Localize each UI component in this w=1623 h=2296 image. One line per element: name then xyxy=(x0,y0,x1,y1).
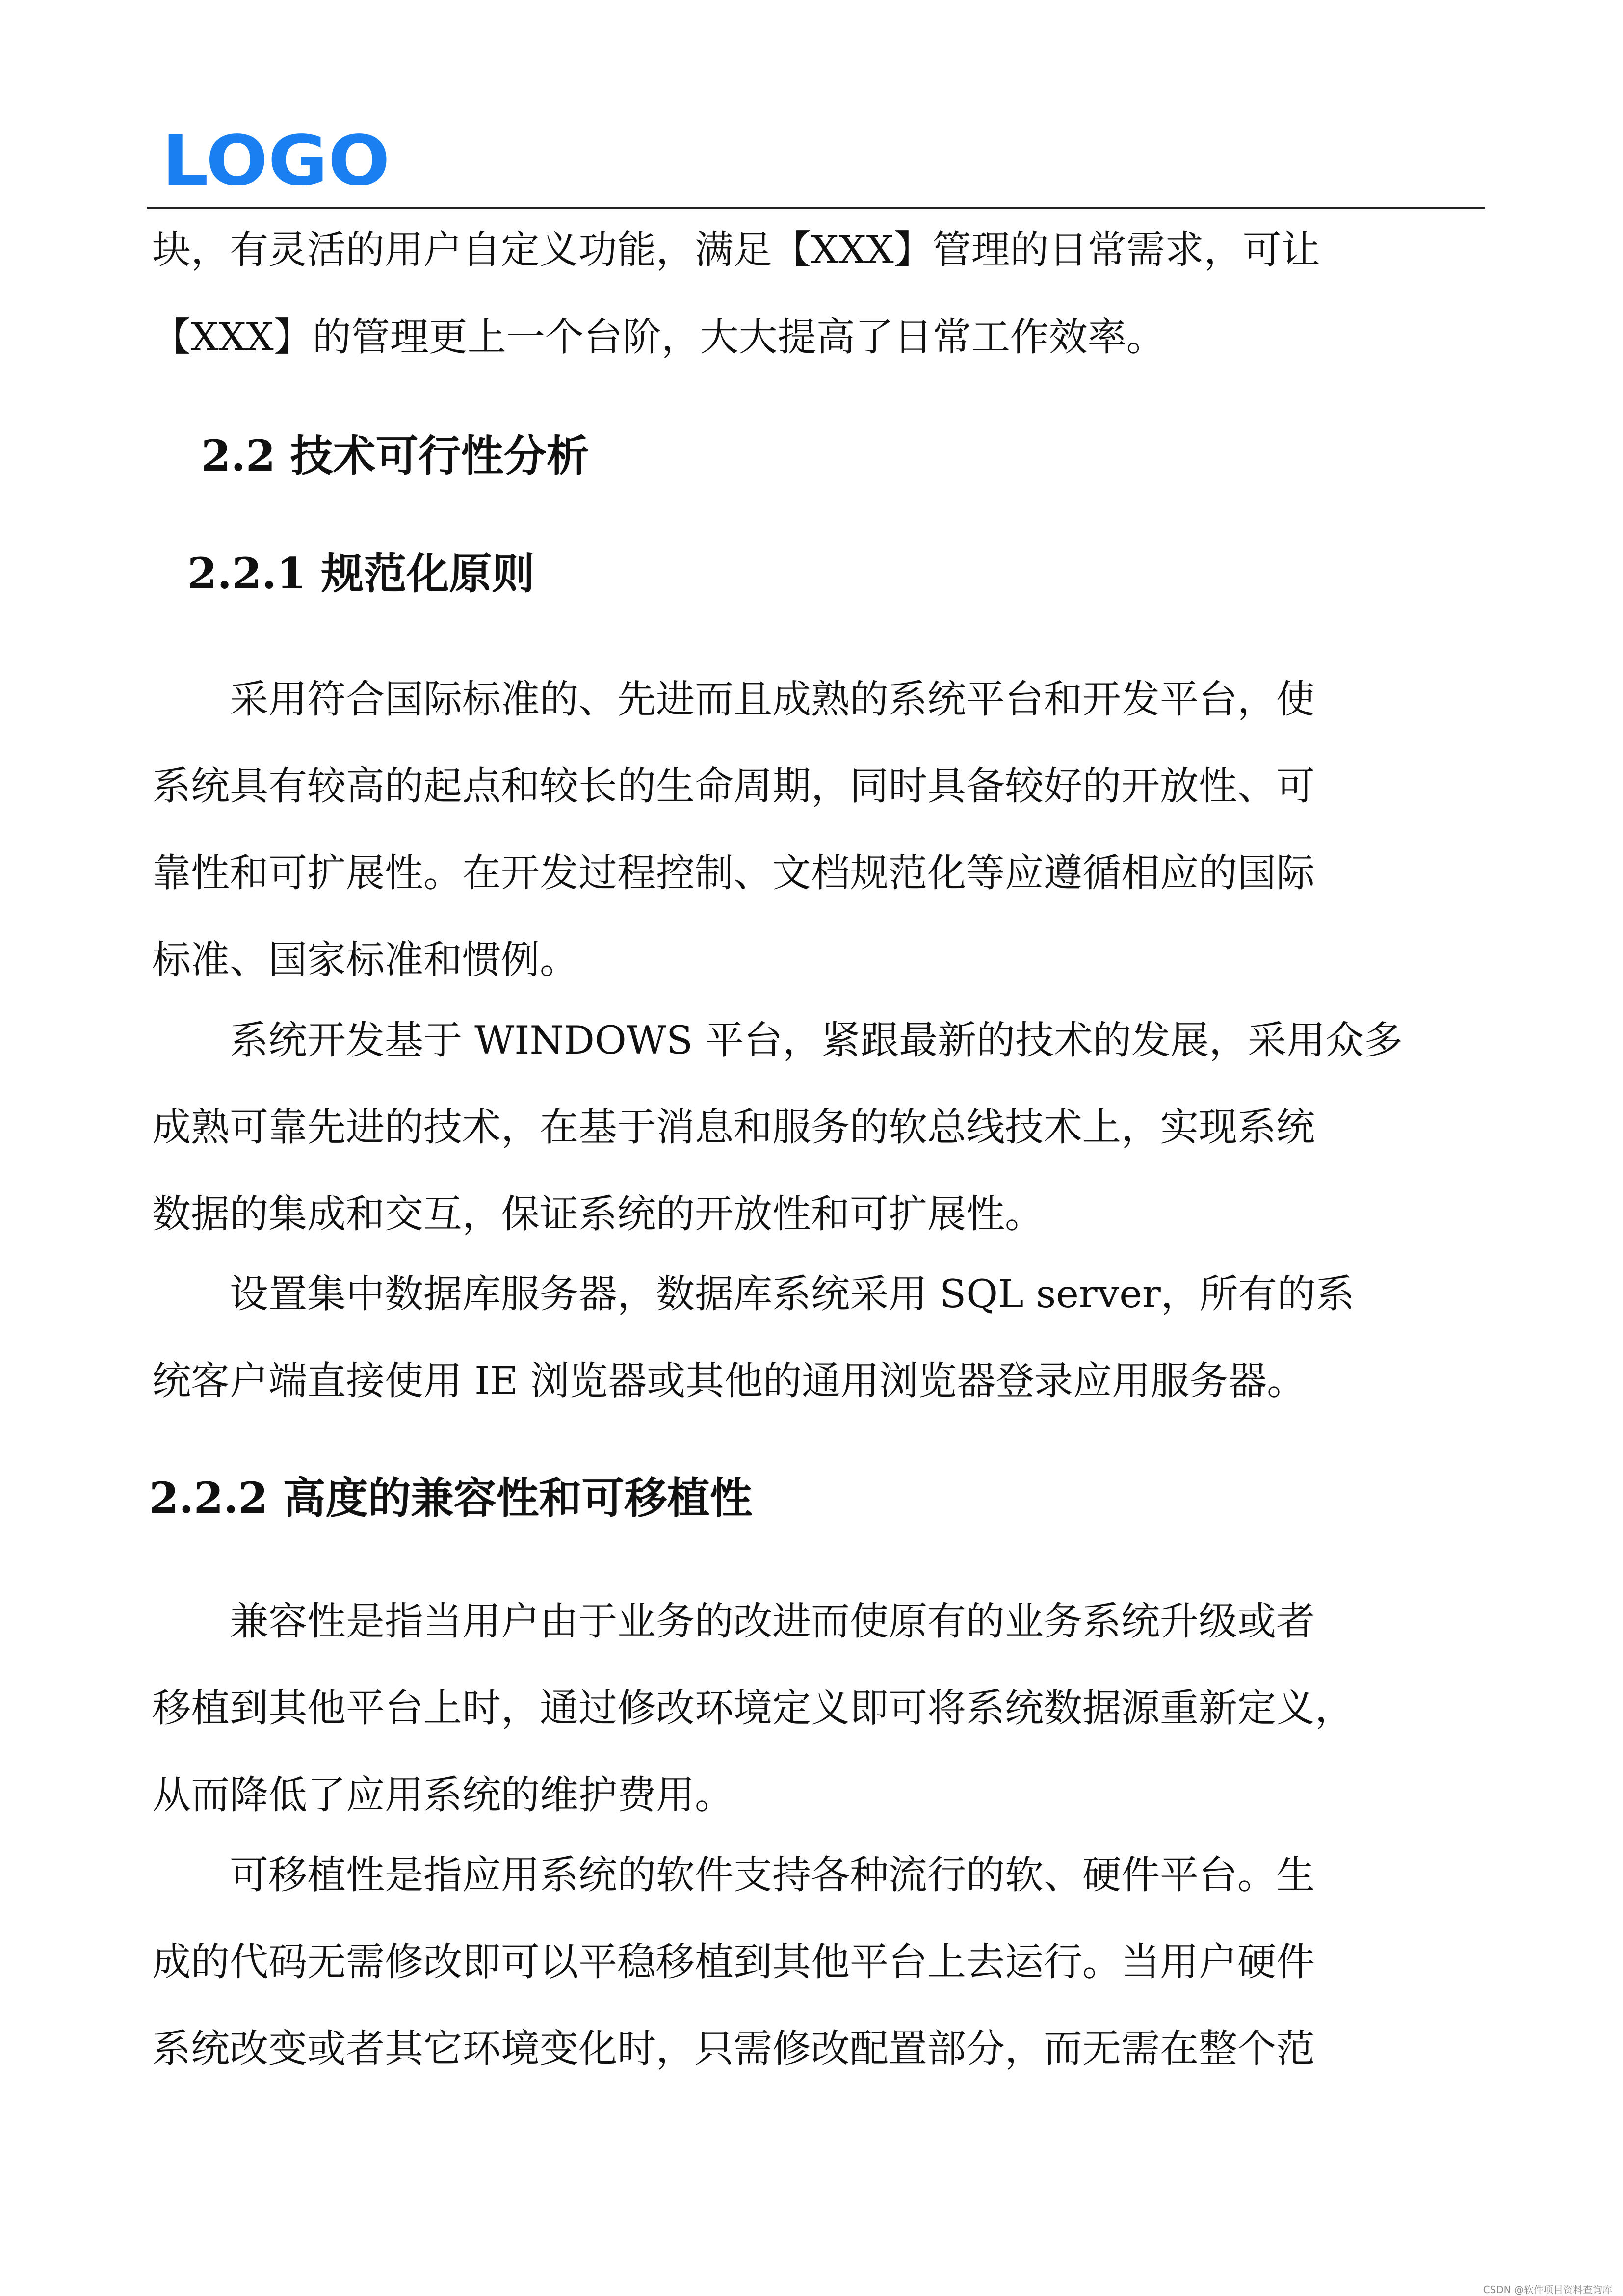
heading-2-2-1: 2.2.1 规范化原则 xyxy=(187,548,535,599)
heading-2-2-2: 2.2.2 高度的兼容性和可移植性 xyxy=(149,1473,753,1523)
paragraph-line: 系统具有较高的起点和较长的生命周期，同时具备较好的开放性、可 xyxy=(152,764,1315,809)
intro-line-2: 【XXX】的管理更上一个台阶，大大提高了日常工作效率。 xyxy=(152,315,1165,360)
intro-line-1: 块，有灵活的用户自定义功能，满足【XXX】管理的日常需求，可让 xyxy=(152,227,1320,272)
paragraph-line: 移植到其他平台上时，通过修改环境定义即可将系统数据源重新定义， xyxy=(152,1686,1354,1731)
paragraph-line: 兼容性是指当用户由于业务的改进而使原有的业务系统升级或者 xyxy=(152,1599,1315,1644)
paragraph-line: 成熟可靠先进的技术，在基于消息和服务的软总线技术上，实现系统 xyxy=(152,1105,1315,1150)
paragraph-line: 统客户端直接使用 IE 浏览器或其他的通用浏览器登录应用服务器。 xyxy=(152,1358,1306,1403)
paragraph-line: 数据的集成和交互，保证系统的开放性和可扩展性。 xyxy=(152,1191,1044,1237)
header-divider xyxy=(147,207,1485,209)
logo-text: LOGO xyxy=(162,132,390,189)
paragraph-line: 成的代码无需修改即可以平稳移植到其他平台上去运行。当用户硬件 xyxy=(152,1939,1315,1984)
paragraph-line: 可移植性是指应用系统的软件支持各种流行的软、硬件平台。生 xyxy=(152,1852,1315,1898)
paragraph-line: 系统开发基于 WINDOWS 平台，紧跟最新的技术的发展，采用众多 xyxy=(152,1018,1403,1063)
watermark: CSDN @软件项目资料查询库 xyxy=(1483,2284,1612,2296)
paragraph-line: 设置集中数据库服务器，数据库系统采用 SQL server，所有的系 xyxy=(152,1271,1355,1317)
paragraph-line: 靠性和可扩展性。在开发过程控制、文档规范化等应遵循相应的国际 xyxy=(152,850,1315,896)
paragraph-line: 系统改变或者其它环境变化时，只需修改配置部分，而无需在整个范 xyxy=(152,2026,1315,2071)
paragraph-line: 标准、国家标准和惯例。 xyxy=(152,937,578,982)
paragraph-line: 从而降低了应用系统的维护费用。 xyxy=(152,1772,733,1818)
heading-2-2: 2.2 技术可行性分析 xyxy=(201,430,589,481)
paragraph-line: 采用符合国际标准的、先进而且成熟的系统平台和开发平台，使 xyxy=(152,677,1315,722)
logo xyxy=(162,132,390,189)
